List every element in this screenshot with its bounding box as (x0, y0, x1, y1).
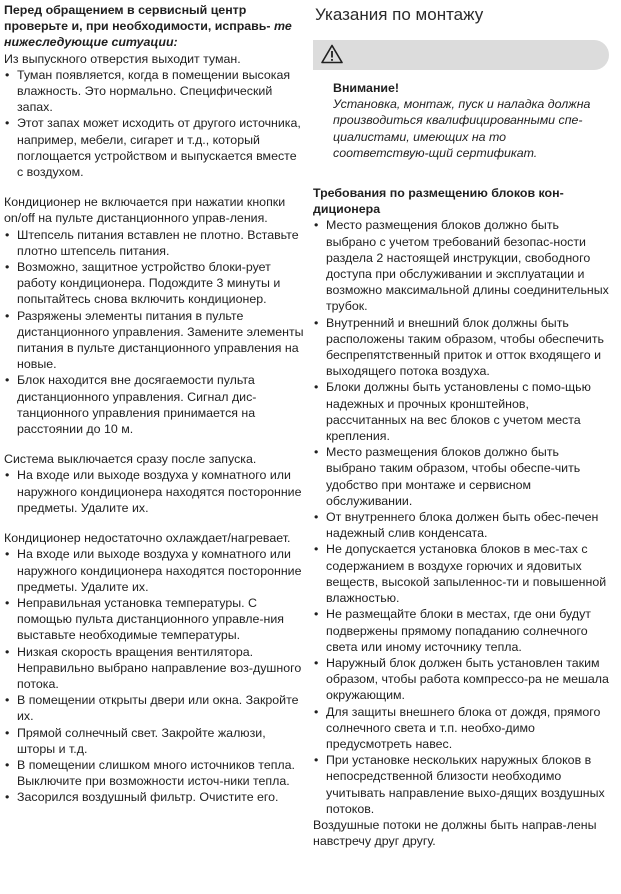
list-item: • Место размещения блоков должно быть выбрано таким образом, чтобы обеспе-чить удобство при монтаже и сервисном обслуживании. (313, 444, 609, 509)
issue-block-insufficient-cooling (4, 530, 304, 805)
requirements-footer: Воздушные потоки не должны быть направ-лены навстречу друг другу. (313, 817, 597, 849)
warning-title: Внимание! (333, 81, 400, 95)
list-item: • Низкая скорость вращения вентилятора. Неправильно выбрано направление воз-душного потока. (4, 644, 304, 693)
installation-column (313, 0, 609, 849)
issue-block-no-power-on (4, 194, 304, 437)
issue-lead: Кондиционер не включается при нажатии кнопки on/off на пульте дистанционного управ-ления. (4, 195, 286, 226)
list-item: • Засорился воздушный фильтр. Очистите его. (4, 789, 304, 805)
warning-box (313, 70, 609, 161)
list-item: • Наружный блок должен быть установлен таким образом, чтобы работа компрессо-ра не мешала окружающим. (313, 655, 609, 704)
troubleshooting-heading (4, 2, 304, 51)
list-item: • Туман появляется, когда в помещении высокая влажность. Это нормально. Специфический запах. (4, 67, 304, 116)
issue-list (4, 546, 304, 805)
issue-list (4, 467, 304, 516)
warning-triangle-icon (321, 44, 343, 64)
requirements-heading: Требования по размещению блоков кон-диционера (313, 186, 564, 217)
list-item: • Штепсель питания вставлен не плотно. Вставьте плотно штепсель питания. (4, 227, 304, 259)
list-item: • В помещении слишком много источников тепла. Выключите при возможности источ-ники тепла. (4, 757, 304, 789)
list-item: • Этот запах может исходить от другого источника, например, мебели, сигарет и т.д., который поглощается устройством и выпускается вместе с воздухом. (4, 115, 304, 180)
issue-lead: Из выпускного отверстия выходит туман. (4, 51, 241, 66)
list-item: • При установке нескольких наружных блоков в непосредственной близости необходимо учитывать направление выхо-дящих воздушных потоков. (313, 752, 609, 817)
list-item: • Внутренний и внешний блок должны быть расположены таким образом, чтобы обеспечить беспрепятственный приток и отток входящего и выходящего потока воздуха. (313, 315, 609, 380)
list-item: • Не размещайте блоки в местах, где они будут подвержены прямому попаданию солнечного света или иному источнику тепла. (313, 606, 609, 655)
list-item: • От внутреннего блока должен быть обес-печен надежный слив конденсата. (313, 509, 609, 541)
list-item: • Разряжены элементы питания в пульте дистанционного управления. Замените элементы питания в пульте дистанционного управления на новые. (4, 308, 304, 373)
requirements-list (313, 217, 609, 817)
list-item: • Возможно, защитное устройство блоки-рует работу кондиционера. Подождите 3 минуты и попытайтесь снова включить кондиционер. (4, 259, 304, 308)
placement-requirements (313, 185, 609, 849)
issue-lead: Система выключается сразу после запуска. (4, 452, 257, 467)
list-item: • Прямой солнечный свет. Закройте жалюзи, шторы и т.д. (4, 725, 304, 757)
issue-list (4, 67, 304, 180)
list-item: • Блоки должны быть установлены с помо-щью надежных и прочных кронштейнов, рассчитанных на вес блоков с учетом места крепления. (313, 379, 609, 444)
list-item: • На входе или выходе воздуха у комнатного или наружного кондиционера находятся посторонние предметы. Удалите их. (4, 467, 304, 516)
list-item: • Блок находится вне досягаемости пульта дистанционного управления. Сигнал дис-танционного управления принимается на расстоянии до 10 м. (4, 372, 304, 437)
troubleshooting-heading-main: Перед обращением в сервисный центр проверьте и, при необходимости, исправь- (4, 3, 271, 34)
warning-bar (313, 40, 609, 70)
warning-text: Установка, монтаж, пуск и наладка должна производиться квалифицированными спе-циалистами, имеющих на то соответствую-щий сертификат. (333, 97, 591, 160)
issue-block-mist (4, 51, 304, 181)
issue-block-shuts-off (4, 451, 304, 516)
issue-lead: Кондиционер недостаточно охлаждает/нагревает. (4, 531, 291, 546)
list-item: • Не допускается установка блоков в мес-тах с содержанием в воздухе горючих и ядовитых веществ, высокой запыленнос-ти и повышенной влажностью. (313, 541, 609, 606)
list-item: • В помещении открыты двери или окна. Закройте их. (4, 692, 304, 724)
list-item: • На входе или выходе воздуха у комнатного или наружного кондиционера находятся посторонние предметы. Удалите их. (4, 546, 304, 595)
section-title: Указания по монтажу (315, 5, 484, 24)
list-item: • Неправильная установка температуры. С помощью пульта дистанционного управле-ния выставьте необходимые температуры. (4, 595, 304, 644)
issue-list (4, 227, 304, 438)
troubleshooting-column (4, 2, 304, 806)
troubleshooting-heading-italic: те нижеследующие ситуации: (4, 19, 292, 50)
list-item: • Для защиты внешнего блока от дождя, прямого солнечного света и т.п. необхо-димо предусмотреть навес. (313, 704, 609, 753)
list-item: • Место размещения блоков должно быть выбрано с учетом требований безопас-ности раздела 2 настоящей инструкции, свободного доступа при обслуживании и эксплуатации и возможно максимальной длины соединительных трубок. (313, 217, 609, 314)
